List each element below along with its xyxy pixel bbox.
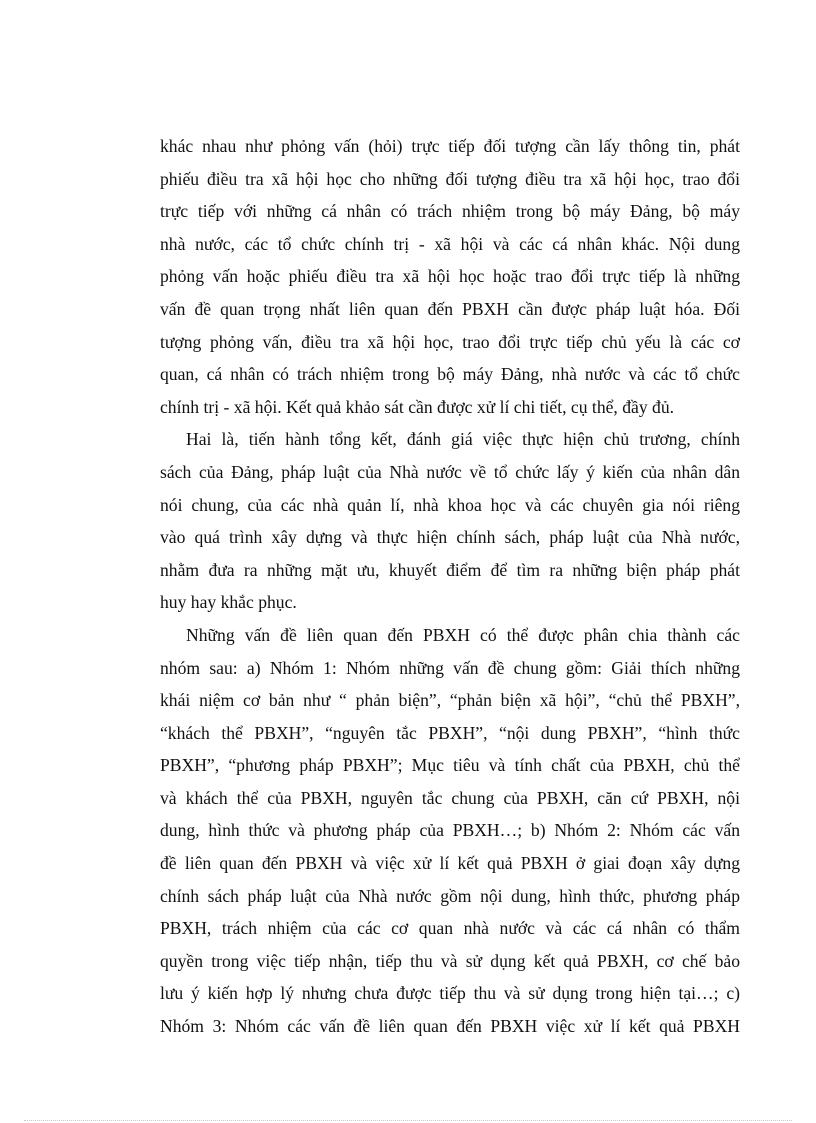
text-line: nhằm đưa ra những mặt ưu, khuyết điểm để tìm ra những biện pháp phát bbox=[160, 559, 740, 580]
text-line: “khách thể PBXH”, “nguyên tắc PBXH”, “nội dung PBXH”, “hình thức bbox=[160, 722, 740, 743]
text-line: Hai là, tiến hành tổng kết, đánh giá việc thực hiện chủ trương, chính bbox=[186, 429, 740, 450]
text-line: tượng phỏng vấn, điều tra xã hội học, trao đổi trực tiếp chủ yếu là các cơ bbox=[160, 331, 740, 352]
text-line: Những vấn đề liên quan đến PBXH có thể được phân chia thành các bbox=[186, 624, 740, 645]
text-line: vào quá trình xây dựng và thực hiện chính sách, pháp luật của Nhà nước, bbox=[160, 527, 740, 548]
text-line: nhà nước, các tổ chức chính trị - xã hội và các cá nhân khác. Nội dung bbox=[160, 233, 740, 254]
paragraph-2 bbox=[160, 423, 740, 619]
text-line: PBXH, trách nhiệm của các cơ quan nhà nước và các cá nhân có thẩm bbox=[160, 918, 740, 939]
paragraph-1 bbox=[160, 130, 740, 423]
text-line: chính sách pháp luật của Nhà nước gồm nội dung, hình thức, phương pháp bbox=[160, 885, 740, 906]
text-line: sách của Đảng, pháp luật của Nhà nước về tổ chức lấy ý kiến của nhân dân bbox=[160, 461, 740, 482]
text-line: dung, hình thức và phương pháp của PBXH…; b) Nhóm 2: Nhóm các vấn bbox=[160, 820, 740, 841]
page-bottom-divider bbox=[24, 1120, 792, 1121]
text-line: phỏng vấn hoặc phiếu điều tra xã hội học hoặc trao đổi trực tiếp là những bbox=[160, 266, 740, 287]
text-line: đề liên quan đến PBXH và việc xử lí kết quả PBXH ở giai đoạn xây dựng bbox=[160, 853, 740, 874]
text-line: lưu ý kiến hợp lý nhưng chưa được tiếp thu và sử dụng trong hiện tại…; c) bbox=[160, 983, 740, 1004]
text-line: khái niệm cơ bản như “ phản biện”, “phản biện xã hội”, “chủ thể PBXH”, bbox=[160, 690, 740, 711]
text-line: vấn đề quan trọng nhất liên quan đến PBXH cần được pháp luật hóa. Đối bbox=[160, 298, 740, 319]
text-line: và khách thể của PBXH, nguyên tắc chung của PBXH, căn cứ PBXH, nội bbox=[160, 787, 740, 808]
document-body bbox=[160, 130, 740, 1043]
text-line: quan, cá nhân có trách nhiệm trong bộ máy Đảng, nhà nước và các tổ chức bbox=[160, 364, 740, 385]
text-line: nói chung, của các nhà quản lí, nhà khoa học và các chuyên gia nói riêng bbox=[160, 494, 740, 515]
text-line: phiếu điều tra xã hội học cho những đối tượng điều tra xã hội học, trao đổi bbox=[160, 168, 740, 189]
text-line: PBXH”, “phương pháp PBXH”; Mục tiêu và tính chất của PBXH, chủ thể bbox=[160, 755, 740, 776]
paragraph-3 bbox=[160, 619, 740, 1043]
text-line: trực tiếp với những cá nhân có trách nhiệm trong bộ máy Đảng, bộ máy bbox=[160, 201, 740, 222]
text-line: quyền trong việc tiếp nhận, tiếp thu và sử dụng kết quả PBXH, cơ chế bảo bbox=[160, 950, 740, 971]
text-line: chính trị - xã hội. Kết quả khảo sát cần được xử lí chi tiết, cụ thể, đầy đủ. bbox=[160, 396, 675, 417]
text-line: Nhóm 3: Nhóm các vấn đề liên quan đến PBXH việc xử lí kết quả PBXH bbox=[160, 1016, 740, 1037]
text-line: huy hay khắc phục. bbox=[160, 592, 297, 613]
text-line: khác nhau như phỏng vấn (hỏi) trực tiếp đối tượng cần lấy thông tin, phát bbox=[160, 136, 740, 156]
text-line: nhóm sau: a) Nhóm 1: Nhóm những vấn đề chung gồm: Giải thích những bbox=[160, 657, 740, 678]
